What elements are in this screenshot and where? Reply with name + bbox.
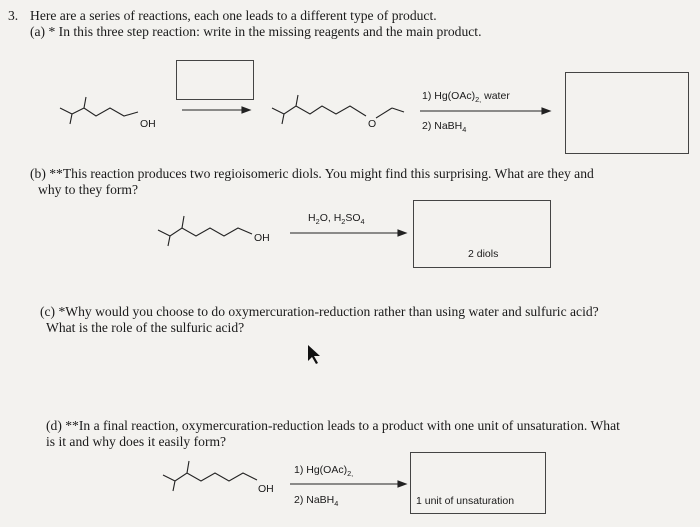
part-a-reagent-1: 1) $Hg(OAc)_{2,}$ water (422, 90, 510, 105)
question-intro: Here are a series of reactions, each one leads to a different type of product. (30, 8, 437, 23)
part-b-reagent: $H_2O$, $H_2SO_4$ (308, 212, 365, 227)
part-a-reagent-2: 2) NaBH$_4$ (422, 120, 467, 135)
part-d-oh-label: OH (258, 483, 274, 495)
part-b-box-label: 2 diols (468, 248, 499, 260)
part-a-oh-label: OH (140, 118, 156, 130)
part-b-prompt-line1: (b) **This reaction produces two regioisomeric diols. You might find this surprising. What are they and (30, 166, 594, 181)
part-d-prompt-line2: is it and why does it easily form? (46, 434, 227, 449)
part-d-box-label: 1 unit of unsaturation (416, 495, 515, 507)
part-c-prompt-line1: (c) *Why would you choose to do oxymercuration-reduction rather than using water and sulfuric acid? (40, 304, 599, 319)
part-c-prompt-line2: What is the role of the sulfuric acid? (46, 320, 245, 335)
part-b-oh-label: OH (254, 232, 270, 244)
question-number: 3. (8, 8, 19, 23)
part-d-reagent-1: 1) $Hg(OAc)_{2,}$ (294, 464, 354, 479)
part-a-o-label: O (368, 118, 377, 130)
part-b-prompt-line2: why to they form? (38, 182, 139, 197)
part-d-prompt-line1: (d) **In a final reaction, oxymercuration-reduction leads to a product with one unit of unsaturation. What (46, 418, 620, 433)
part-a-prompt: (a) * In this three step reaction: write in the missing reagents and the main product. (30, 24, 482, 39)
part-d-reagent-2: 2) NaBH$_4$ (294, 494, 339, 509)
